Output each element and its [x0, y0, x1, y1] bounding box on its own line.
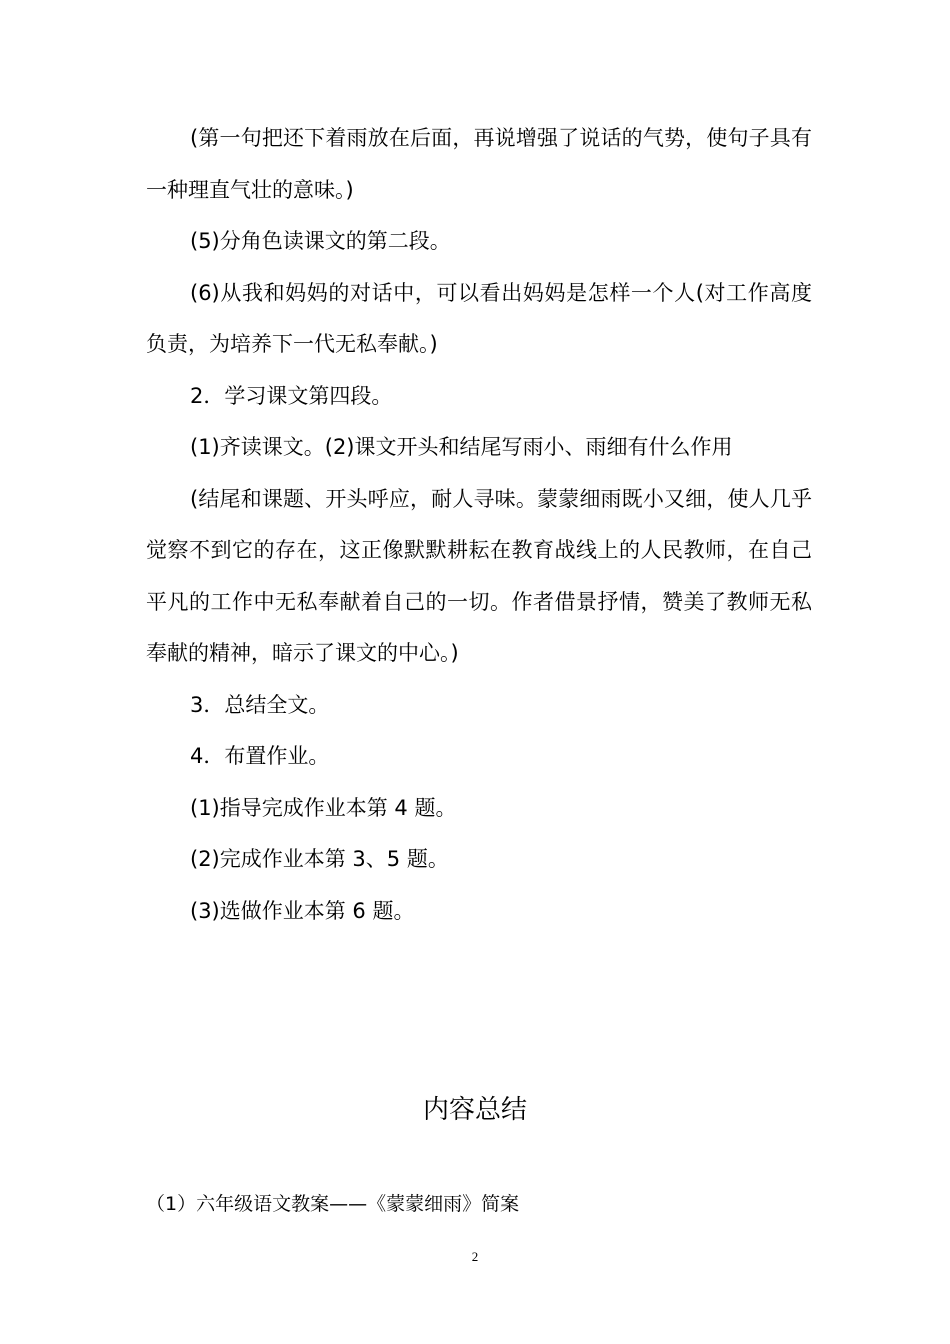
paragraph-read-question: (1)齐读课文。(2)课文开头和结尾写雨小、雨细有什么作用 [190, 435, 733, 459]
summary-item: （1）六年级语文教案——《蒙蒙细雨》简案 [146, 1193, 520, 1215]
paragraph-section-3: 3．总结全文。 [190, 692, 330, 717]
paragraph-homework-3: (3)选做作业本第 6 题。 [190, 898, 415, 923]
paragraph-homework-1: (1)指导完成作业本第 4 题。 [190, 795, 457, 820]
paragraph-step-5: (5)分角色读课文的第二段。 [190, 229, 451, 253]
body-text [146, 113, 812, 937]
paragraph-section-4: 4．布置作业。 [190, 744, 330, 768]
paragraph-section-2: 2．学习课文第四段。 [190, 383, 393, 408]
paragraph-homework-2: (2)完成作业本第 3、5 题。 [190, 847, 449, 871]
page-number: 2 [471, 1249, 479, 1264]
paragraph-explanation: (第一句把还下着雨放在后面，再说增强了说话的气势，使句子具有一种理直气壮的意味。) [146, 126, 812, 202]
summary-title: 内容总结 [422, 1095, 527, 1125]
paragraph-answer: (结尾和课题、开头呼应，耐人寻味。蒙蒙细雨既小又细，使人几乎觉察不到它的存在，这正像默默耕耘在教育战线上的人民教师，在自己平凡的工作中无私奉献着自己的一切。作者借景抒情，赞美了教师无私奉献的精神，暗示了课文的中心。) [146, 486, 812, 665]
paragraph-step-6: (6)从我和妈妈的对话中，可以看出妈妈是怎样一个人(对工作高度负责，为培养下一代无私奉献。) [146, 280, 812, 356]
